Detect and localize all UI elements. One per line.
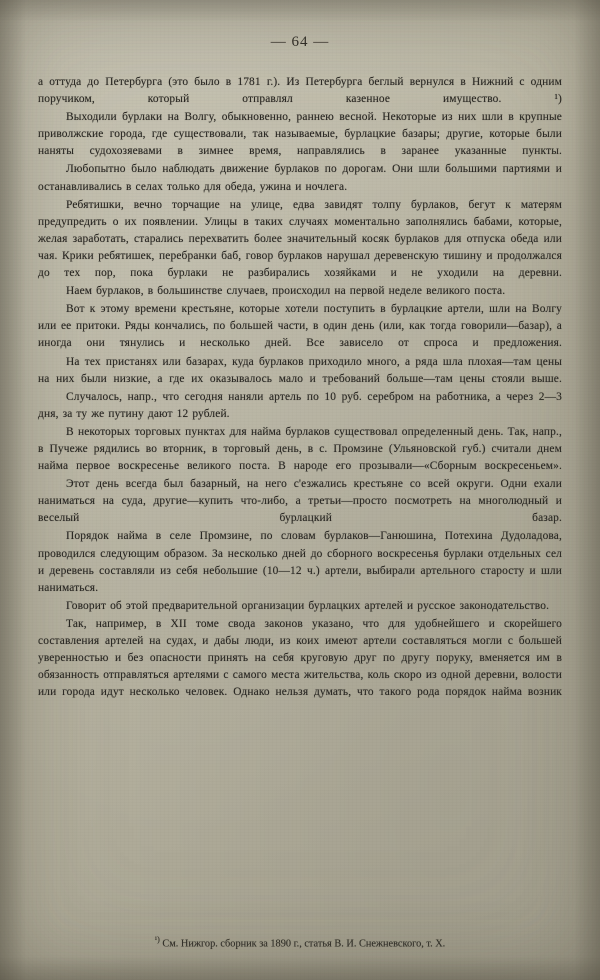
paragraph: На тех пристанях или базарах, куда бурлаков приходило много, а ряда шла плохая—там цены на них были низкие, а где их оказывалось мало и требований больше—там цены стояли выше. [38, 355, 562, 385]
paragraph: Случалось, напр., что сегодня наняли артель по 10 руб. серебром на работника, а через 2—3 дня, за ту же путину дают 12 рублей. [38, 390, 562, 420]
paragraph: В некоторых торговых пунктах для найма бурлаков существовал определенный день. Так, напр., в Пучеже рядились во вторник, в торговый день, в с. Промзине (Ульяновской губ.) считали днем найма первое воскресенье великого поста. В народе его прозывали—«Сборным воскресеньем». [38, 425, 562, 473]
paragraph: Говорит об этой предварительной организации бурлацких артелей и русское законодательство. [66, 599, 550, 612]
left-edge-shadow [0, 0, 26, 980]
paragraph: Ребятишки, вечно торчащие на улице, едва завидят толпу бурлаков, бегут к матерям предупредить о их появлении. Улицы в таких случаях моментально заполнялись бабами, которые, желая заработать, старались перехватить более значительный косяк бурлаков для отпуска обеда или чая. Крики ребятишек, перебранки баб, говор бурлаков нарушал деревенскую тишину и продолжался до тех пор, пока бурлаки не разбирались хозяйками и не уходили на деревни. [38, 198, 562, 280]
paragraph: Наем бурлаков, в большинстве случаев, происходил на первой неделе великого поста. [66, 285, 506, 298]
paragraph: Этот день всегда был базарный, на него с'езжались крестьяне со всей округи. Одни ехали наниматься на суда, другие—купить что-либо, а третьи—просто посмотреть на многолюдный и веселый бурлацкий базар. [38, 478, 562, 525]
paragraph: Так, например, в XII томе свода законов указано, что для удобнейшего и скорейшего составления артелей на судах, и дабы люди, из коих имеют артели составляться могли с большей уверенностью и без опасности принять на себя круговую друг по другу поруку, вменяется им в обязанность отправляться артелями с самого места жительства, коль скоро из одной деревни, волости или города идут несколько человек. Однако нельзя думать, что такого рода порядок найма возник [38, 617, 562, 699]
page-body-text [38, 74, 562, 702]
paragraph: Выходили бурлаки на Волгу, обыкновенно, раннею весной. Некоторые из них шли в крупные приволжские города, где существовали, так называемые, бурлацкие базары; другие, которые были наняты судохозяевами в зимнее время, направлялись в заранее указанные пункты. [38, 111, 562, 158]
page-number: — 64 — [270, 34, 330, 50]
paragraph: а оттуда до Петербурга (это было в 1781 г.). Из Петербурга беглый вернулся в Нижний с одним поручиком, который отправлял казенное имущество. ¹) [38, 76, 562, 106]
paragraph: Вот к этому времени крестьяне, которые хотели поступить в бурлацкие артели, шли на Волгу или ее притоки. Ряды кончались, по большей части, в один день (или, как тогда говорили—базар), а иногда они тянулись и несколько дней. Все зависело от спроса и предложения. [38, 303, 562, 350]
paragraph: Порядок найма в селе Промзине, по словам бурлаков—Ганюшина, Потехина Дудоладова, проводился следующим образом. За несколько дней до сборного воскресенья бурлаки отдельных сел и деревень составляли из себя небольшие (10—12 ч.) артели, выбирали артельного старосту и шли наниматься. [38, 530, 562, 594]
top-edge-shadow [0, 0, 600, 22]
footnote-marker: ¹) [154, 935, 160, 944]
paragraph: Любопытно было наблюдать движение бурлаков по дорогам. Они шли большими партиями и останавливались в селах только для обеда, ужина и ночлега. [38, 163, 562, 193]
footnote-text: См. Нижгор. сборник за 1890 г., статья В. И. Снежневского, т. X. [159, 938, 446, 950]
footnote [38, 933, 562, 951]
right-edge-shadow [574, 0, 600, 980]
bottom-edge-shadow [0, 956, 600, 980]
